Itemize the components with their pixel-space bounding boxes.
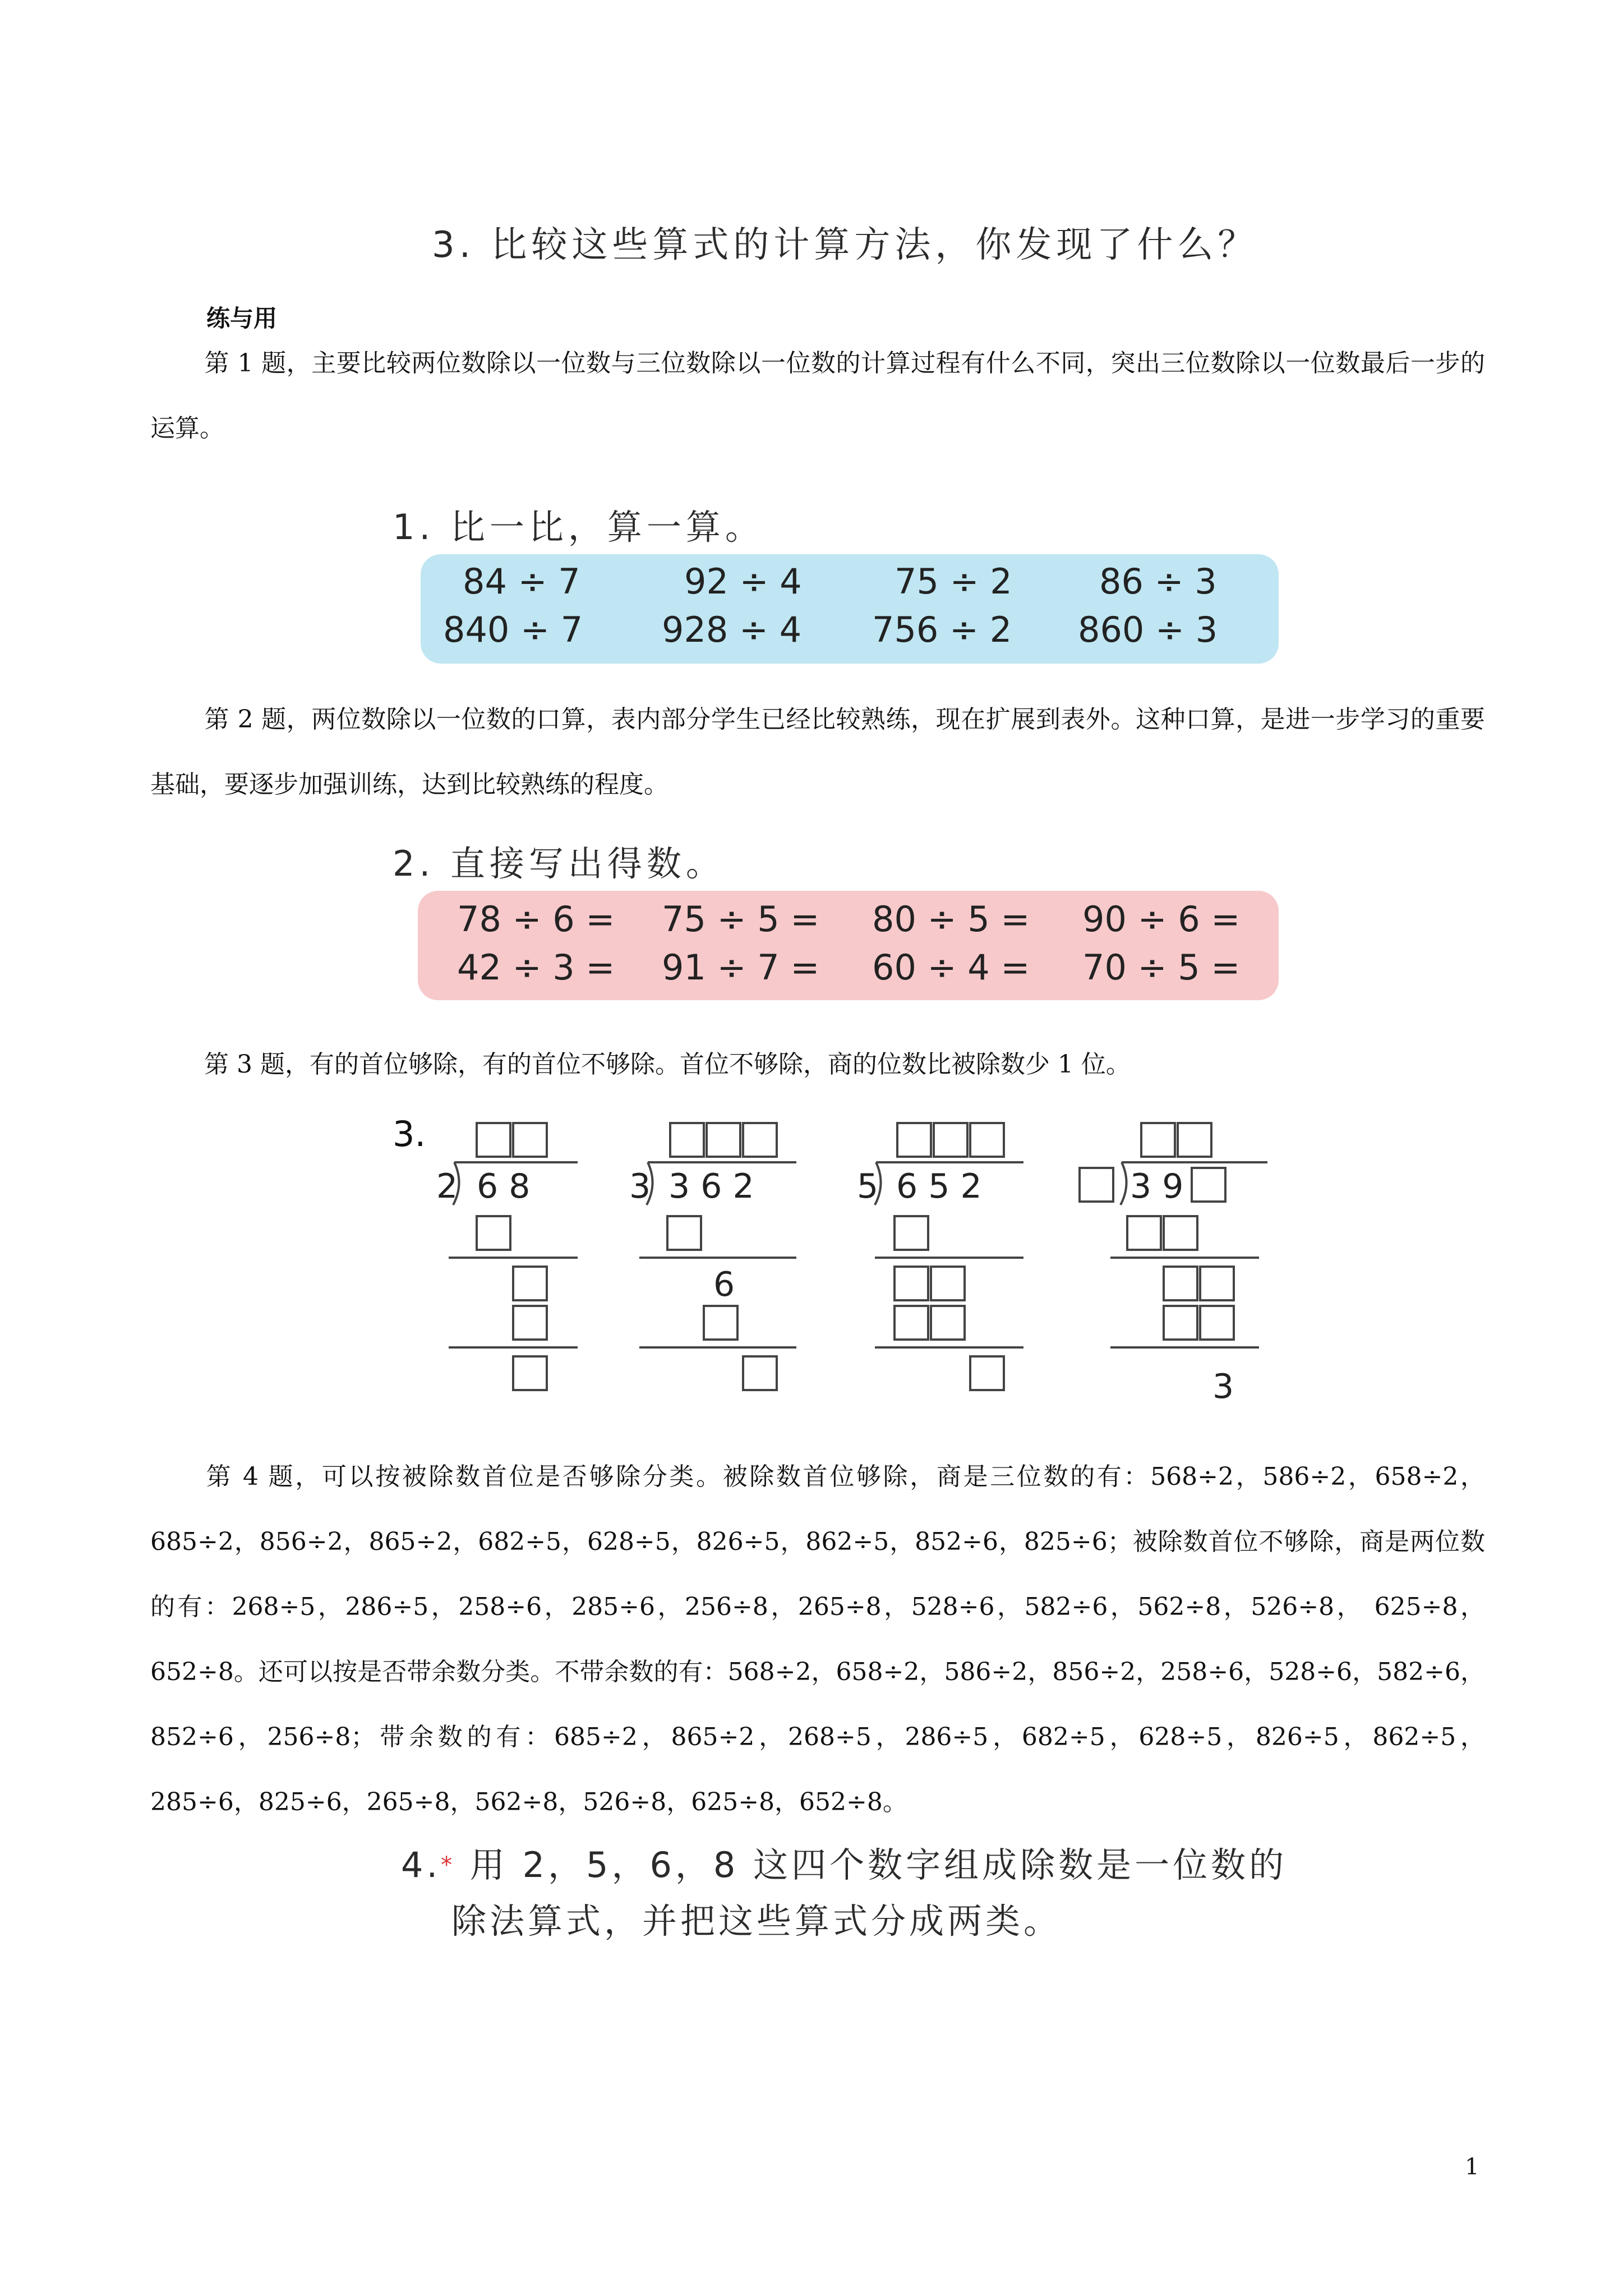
ex1-item: 840 ÷ 7 xyxy=(443,609,583,650)
exercise-1-box xyxy=(421,554,1279,664)
ex1-item: 84 ÷ 7 xyxy=(463,561,580,602)
exercise-4-line-1 xyxy=(401,1837,1287,1893)
paragraph-2-text: 第 2 题，两位数除以一位数的口算，表内部分学生已经比较熟练，现在扩展到表外。这种口算，是进一步学习的重要基础，要逐步加强训练，达到比较熟练的程度。 xyxy=(150,705,1485,799)
ex3-p1-divisor: 2 xyxy=(436,1167,458,1206)
ex2-item: 75 ÷ 5 = xyxy=(662,899,820,940)
paragraph-3-text: 第 3 题，有的首位够除，有的首位不够除。首位不够除，商的位数比被除数少 1 位。 xyxy=(204,1050,1131,1079)
ex2-item: 42 ÷ 3 = xyxy=(457,947,615,988)
exercise-4-number: 4. xyxy=(401,1844,441,1885)
ex3-p4-remainder: 3 xyxy=(1212,1367,1234,1406)
ex3-p2-dividend: 3 6 2 xyxy=(668,1167,754,1206)
exercise-4-star: * xyxy=(441,1852,456,1878)
exercise-4-line-1-text: 用 2，5，6，8 这四个数字组成除数是一位数的 xyxy=(469,1844,1288,1885)
question-3-heading: 3. 比较这些算式的计算方法，你发现了什么？ xyxy=(432,224,1258,266)
exercise-1-title: 1. 比一比，算一算。 xyxy=(393,507,764,547)
paragraph-4-text: 第 4 题，可以按被除数首位是否够除分类。被除数首位够除，商是三位数的有：568÷2，586÷2，658÷2，685÷2，856÷2，865÷2，682÷5，628÷5，826÷5，862÷5，852÷6，825÷6；被除数首位不够除，商是两位数的有：268÷5，286÷5，258÷6，285÷6，256÷8，265÷8，528÷6，582÷6，562÷8，526÷8， 625÷8，652÷8。还可以按是否带余数分类。不带余数的有：568÷2，658÷2，586÷2，856÷2，258÷6，528÷6，582÷6，852÷6，256÷8；带余数的有：685÷2，865÷2，268÷5，286÷5，682÷5，628÷5，826÷5，862÷5，285÷6，825÷6，265÷8，562÷8，526÷8，625÷8，652÷8。 xyxy=(150,1462,1485,1816)
ex1-item: 756 ÷ 2 xyxy=(872,609,1012,650)
ex2-item: 70 ÷ 5 = xyxy=(1082,947,1241,988)
paragraph-2 xyxy=(150,687,1485,817)
paragraph-1 xyxy=(150,331,1485,461)
exercise-4-line-2: 除法算式，并把这些算式分成两类。 xyxy=(451,1901,1062,1941)
exercise-2-title: 2. 直接写出得数。 xyxy=(393,843,725,884)
ex1-item: 86 ÷ 3 xyxy=(1099,561,1217,602)
section-title: 练与用 xyxy=(206,305,278,332)
ex1-item: 75 ÷ 2 xyxy=(895,561,1012,602)
exercise-3-figures xyxy=(393,1111,1267,1425)
exercise-3-number: 3. xyxy=(393,1114,426,1154)
ex3-p3-divisor: 5 xyxy=(857,1167,879,1206)
ex2-item: 78 ÷ 6 = xyxy=(457,899,615,940)
page-number: 1 xyxy=(1465,2154,1479,2180)
ex2-item: 80 ÷ 5 = xyxy=(872,899,1030,940)
ex3-p1-dividend: 6 8 xyxy=(477,1167,531,1206)
exercise-2-box xyxy=(418,891,1279,1000)
ex3-p2-divisor: 3 xyxy=(629,1167,651,1206)
ex3-p2-step: 6 xyxy=(713,1265,735,1304)
paragraph-1-text: 第 1 题，主要比较两位数除以一位数与三位数除以一位数的计算过程有什么不同，突出三位数除以一位数最后一步的运算。 xyxy=(150,349,1485,443)
exercise-4-title xyxy=(401,1837,1287,1949)
ex1-item: 860 ÷ 3 xyxy=(1078,609,1218,650)
ex3-p4-dividend: 3 9 xyxy=(1130,1167,1184,1206)
ex2-item: 90 ÷ 6 = xyxy=(1082,899,1241,940)
ex3-p3-dividend: 6 5 2 xyxy=(896,1167,982,1206)
ex1-item: 92 ÷ 4 xyxy=(684,561,802,602)
paragraph-4 xyxy=(150,1444,1485,1835)
ex2-item: 91 ÷ 7 = xyxy=(662,947,820,988)
ex2-item: 60 ÷ 4 = xyxy=(872,947,1030,988)
ex1-item: 928 ÷ 4 xyxy=(662,609,802,650)
paragraph-3 xyxy=(150,1032,1496,1097)
